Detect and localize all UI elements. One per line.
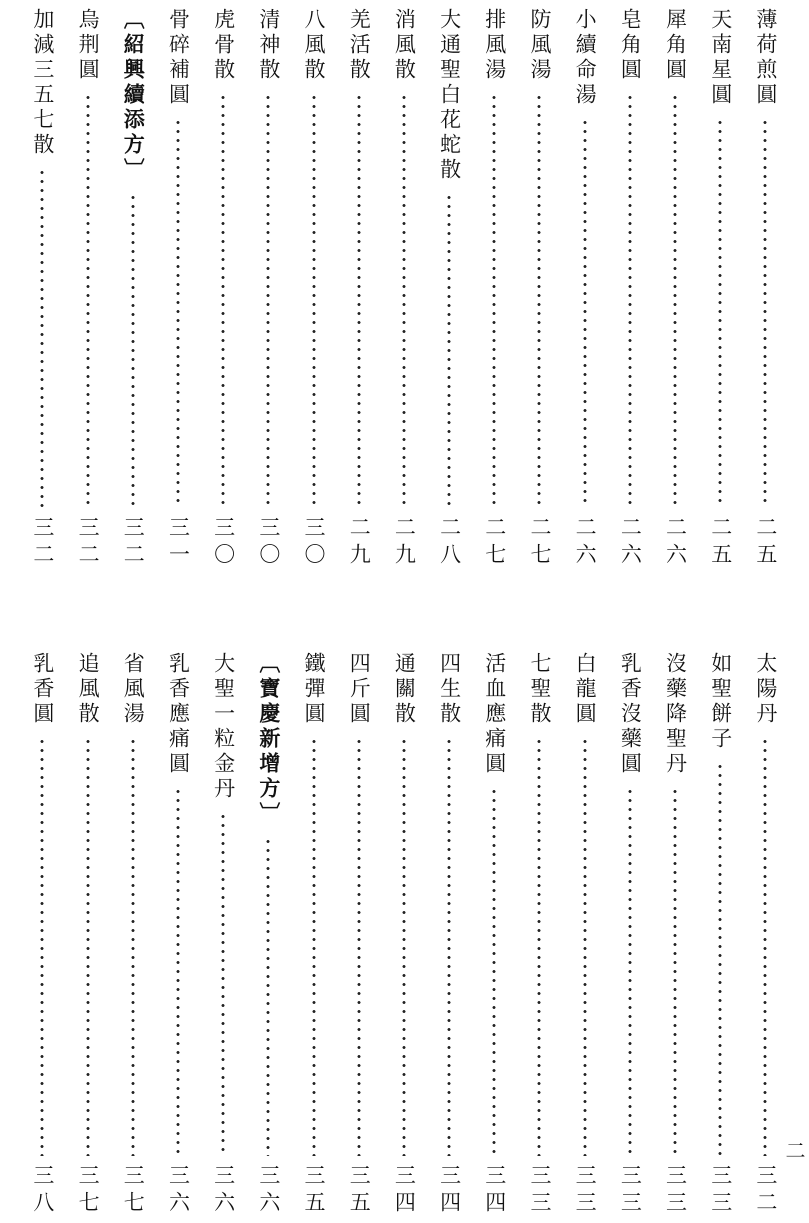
entry-title: 羌活散 — [347, 8, 372, 83]
entry-title: 骨碎補圓 — [166, 8, 191, 108]
toc-upper-block — [0, 8, 788, 570]
dot-leader — [673, 787, 677, 1156]
entry-page-number: 二八 — [437, 516, 462, 570]
entry-page-number: 三五 — [347, 1164, 372, 1218]
entry-page-number: 三〇 — [211, 516, 236, 570]
dot-leader — [447, 737, 451, 1156]
entry-page-number: 二五 — [708, 516, 733, 570]
toc-entry — [698, 8, 743, 570]
entry-title: 消風散 — [392, 8, 417, 83]
entry-title: 活血應痛圓 — [482, 652, 507, 777]
entry-page-number: 三六 — [211, 1164, 236, 1218]
dot-leader — [718, 762, 722, 1156]
entry-page-number: 三八 — [30, 1164, 55, 1218]
dot-leader — [131, 193, 135, 508]
toc-entry — [743, 8, 788, 570]
entry-page-number: 三三 — [573, 1164, 598, 1218]
entry-page-number: 三五 — [302, 1164, 327, 1218]
dot-leader — [176, 787, 180, 1156]
dot-leader — [537, 737, 541, 1156]
entry-title: 追風散 — [76, 652, 101, 727]
entry-page-number: 三三 — [618, 1164, 643, 1218]
toc-lower-block — [0, 652, 788, 1218]
entry-page-number: 三二 — [121, 516, 146, 570]
entry-page-number: 二七 — [482, 516, 507, 570]
dot-leader — [86, 737, 90, 1156]
dot-leader — [266, 837, 270, 1156]
entry-title: 皂角圓 — [618, 8, 643, 83]
dot-leader — [763, 737, 767, 1156]
section-heading: 〔紹興續添方〕 — [121, 8, 146, 183]
entry-title: 大聖一粒金丹 — [211, 652, 236, 802]
entry-page-number: 三六 — [256, 1164, 281, 1218]
entry-page-number: 三三 — [527, 1164, 552, 1218]
dot-leader — [537, 93, 541, 508]
entry-page-number: 三四 — [437, 1164, 462, 1218]
entry-title: 通關散 — [392, 652, 417, 727]
toc-entry — [607, 652, 652, 1218]
dot-leader — [176, 118, 180, 508]
entry-page-number: 三一 — [166, 516, 191, 570]
toc-entry — [652, 8, 697, 570]
entry-title: 乳香應痛圓 — [166, 652, 191, 777]
entry-title: 烏荆圓 — [76, 8, 101, 83]
entry-title: 如聖餅子 — [708, 652, 733, 752]
toc-entry — [291, 8, 336, 570]
toc-entry — [427, 652, 472, 1218]
toc-entry — [427, 8, 472, 570]
dot-leader — [221, 812, 225, 1156]
dot-leader — [628, 93, 632, 508]
toc-entry — [110, 8, 155, 570]
entry-title: 太陽丹 — [753, 652, 778, 727]
entry-page-number: 二九 — [347, 516, 372, 570]
entry-title: 防風湯 — [527, 8, 552, 83]
entry-page-number: 二六 — [618, 516, 643, 570]
toc-entry — [472, 652, 517, 1218]
toc-entry — [155, 8, 200, 570]
entry-title: 四斤圓 — [347, 652, 372, 727]
entry-page-number: 三二 — [76, 516, 101, 570]
entry-page-number: 二六 — [573, 516, 598, 570]
dot-leader — [583, 737, 587, 1156]
dot-leader — [40, 737, 44, 1156]
entry-page-number: 二九 — [392, 516, 417, 570]
entry-title: 四生散 — [437, 652, 462, 727]
dot-leader — [583, 118, 587, 508]
entry-page-number: 三三 — [708, 1164, 733, 1218]
toc-entry — [336, 652, 381, 1218]
entry-page-number: 三七 — [76, 1164, 101, 1218]
entry-page-number: 三六 — [166, 1164, 191, 1218]
entry-title: 七聖散 — [527, 652, 552, 727]
entry-title: 省風湯 — [121, 652, 146, 727]
dot-leader — [402, 737, 406, 1156]
toc-entry — [201, 8, 246, 570]
entry-page-number: 三〇 — [302, 516, 327, 570]
toc-entry — [336, 8, 381, 570]
entry-page-number: 二七 — [527, 516, 552, 570]
dot-leader — [40, 168, 44, 508]
toc-entry — [155, 652, 200, 1218]
dot-leader — [402, 93, 406, 508]
dot-leader — [221, 93, 225, 508]
entry-page-number: 三四 — [482, 1164, 507, 1218]
entry-page-number: 二五 — [753, 516, 778, 570]
entry-page-number: 三二 — [30, 516, 55, 570]
entry-title: 天南星圓 — [708, 8, 733, 108]
toc-entry — [201, 652, 246, 1218]
entry-title: 鐵彈圓 — [302, 652, 327, 727]
entry-title: 沒藥降聖丹 — [663, 652, 688, 777]
toc-entry — [246, 652, 291, 1218]
toc-entry — [381, 652, 426, 1218]
entry-page-number: 三三 — [663, 1164, 688, 1218]
entry-title: 虎骨散 — [211, 8, 236, 83]
toc-entry — [517, 8, 562, 570]
entry-title: 白龍圓 — [573, 652, 598, 727]
toc-entry — [562, 652, 607, 1218]
entry-title: 加減三五七散 — [30, 8, 55, 158]
toc-entry — [517, 652, 562, 1218]
entry-title: 大通聖白花蛇散 — [437, 8, 462, 183]
entry-title: 犀角圓 — [663, 8, 688, 83]
entry-page-number: 三七 — [121, 1164, 146, 1218]
entry-title: 排風湯 — [482, 8, 507, 83]
toc-entry — [65, 652, 110, 1218]
entry-page-number: 三〇 — [256, 516, 281, 570]
toc-entry — [562, 8, 607, 570]
toc-entry — [246, 8, 291, 570]
dot-leader — [492, 93, 496, 508]
toc-entry — [291, 652, 336, 1218]
dot-leader — [447, 193, 451, 508]
entry-page-number: 三二 — [753, 1164, 778, 1218]
dot-leader — [628, 787, 632, 1156]
toc-entry — [472, 8, 517, 570]
toc-entry — [743, 652, 788, 1218]
entry-title: 乳香圓 — [30, 652, 55, 727]
entry-title: 清神散 — [256, 8, 281, 83]
dot-leader — [86, 93, 90, 508]
dot-leader — [763, 118, 767, 508]
dot-leader — [312, 737, 316, 1156]
toc-entry — [381, 8, 426, 570]
entry-title: 薄荷煎圓 — [753, 8, 778, 108]
section-heading: 〔寶慶新增方〕 — [256, 652, 281, 827]
entry-title: 八風散 — [302, 8, 327, 83]
dot-leader — [131, 737, 135, 1156]
entry-title: 乳香沒藥圓 — [618, 652, 643, 777]
entry-page-number: 二六 — [663, 516, 688, 570]
dot-leader — [357, 737, 361, 1156]
toc-entry — [652, 652, 697, 1218]
toc-entry — [20, 652, 65, 1218]
dot-leader — [357, 93, 361, 508]
dot-leader — [718, 118, 722, 508]
toc-entry — [20, 8, 65, 570]
page-folio: 二 — [782, 1140, 806, 1160]
toc-entry — [607, 8, 652, 570]
dot-leader — [673, 93, 677, 508]
dot-leader — [312, 93, 316, 508]
toc-entry — [65, 8, 110, 570]
dot-leader — [266, 93, 270, 508]
entry-page-number: 三四 — [392, 1164, 417, 1218]
toc-entry — [698, 652, 743, 1218]
dot-leader — [492, 787, 496, 1156]
entry-title: 小續命湯 — [573, 8, 598, 108]
toc-entry — [110, 652, 155, 1218]
